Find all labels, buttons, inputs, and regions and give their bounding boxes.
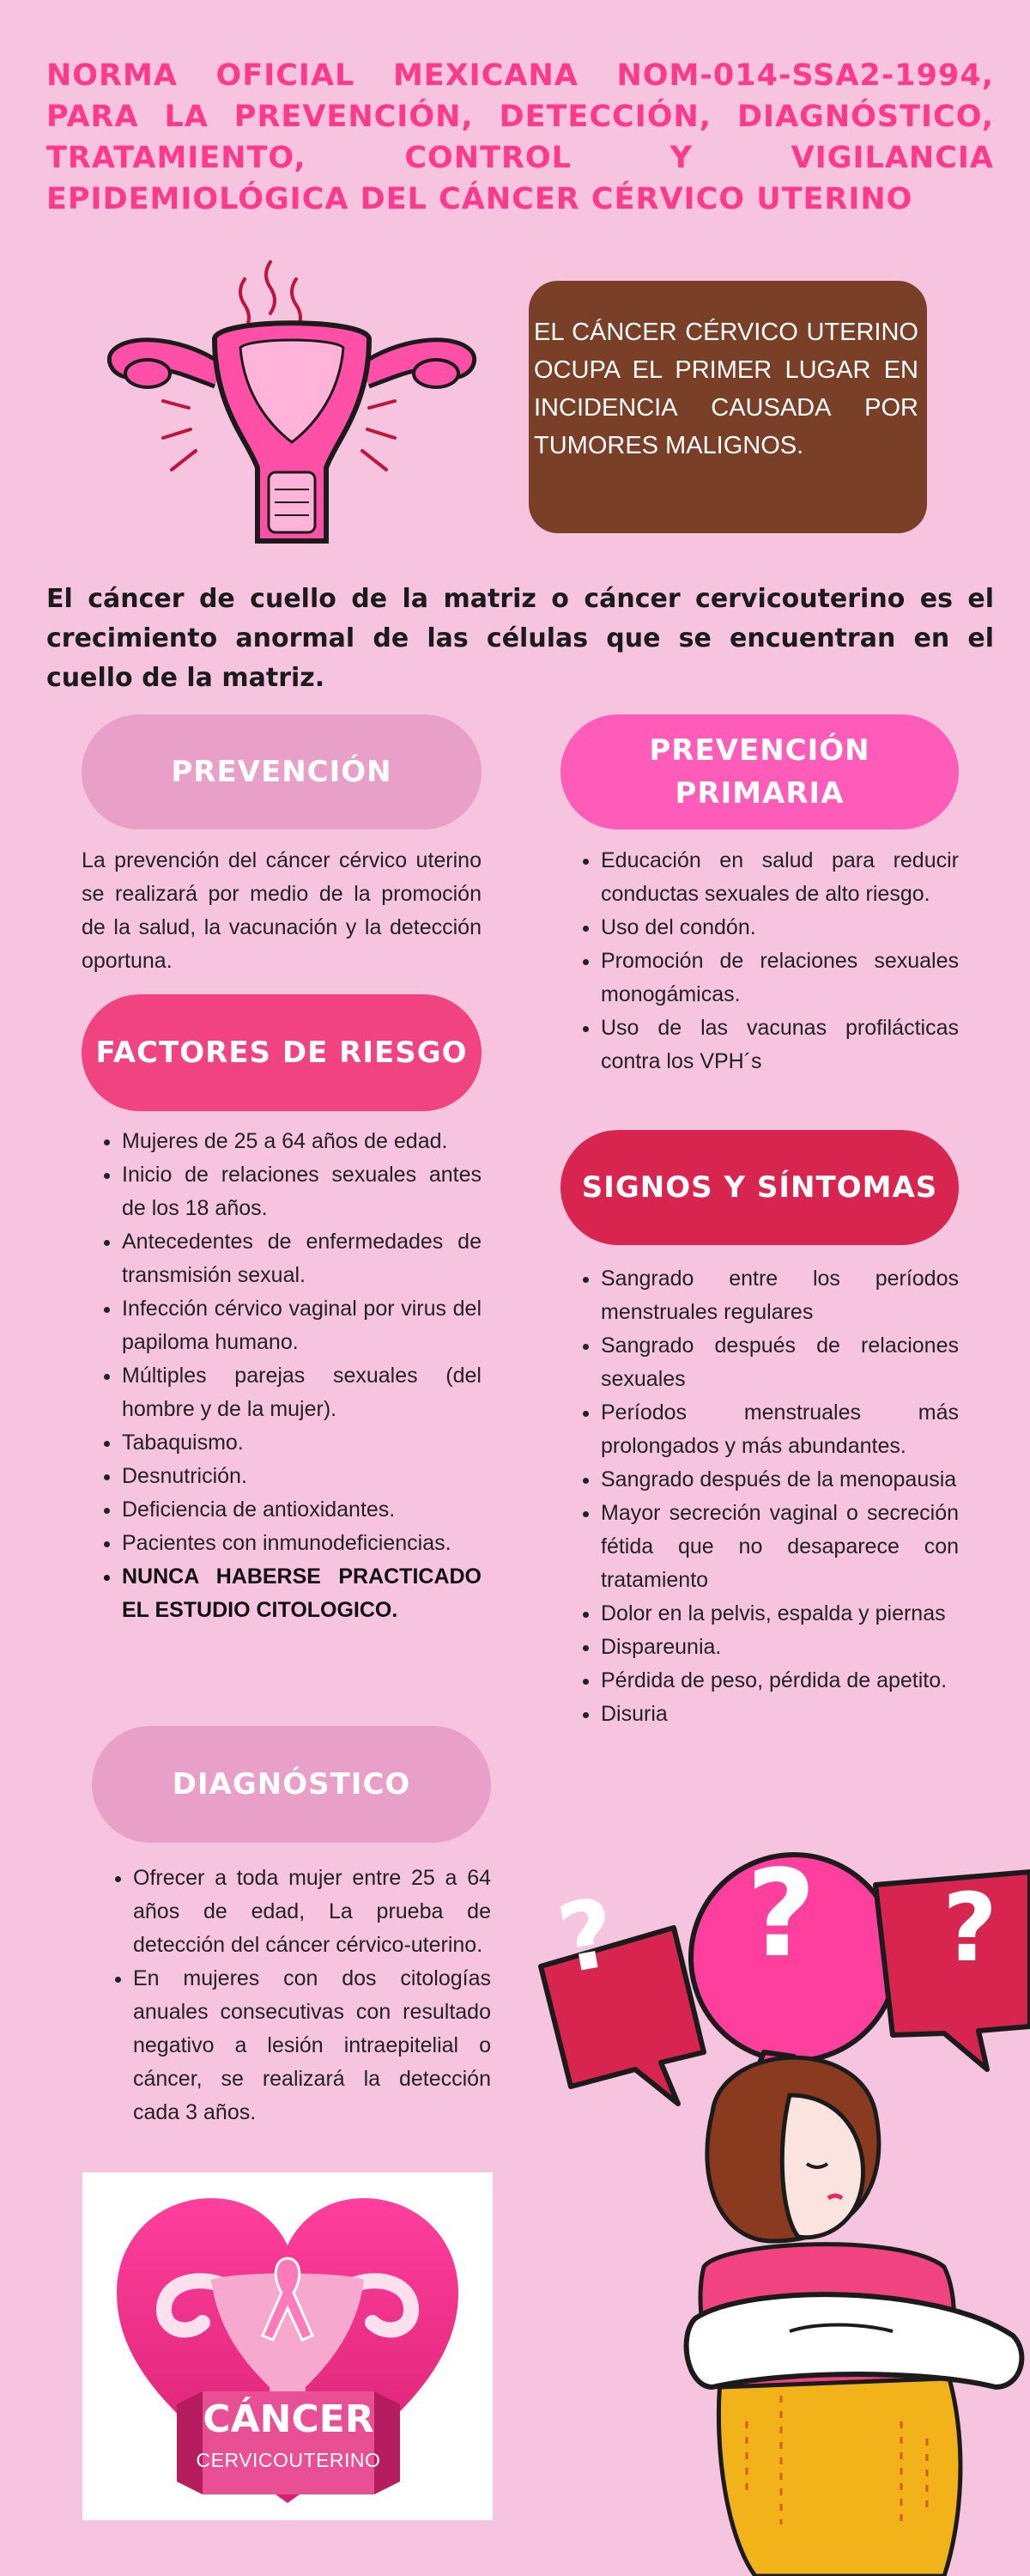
list-item: • Dolor en la pelvis, espalda y piernas <box>601 1597 959 1631</box>
fact-box-text: EL CÁNCER CÉRVICO UTERINO OCUPA EL PRIMER LUGAR EN INCIDENCIA CAUSADA POR TUMORES MALIGNOS. <box>534 319 918 459</box>
page-title <box>46 55 994 220</box>
factores-list <box>81 1125 482 1627</box>
prevencion-heading <box>82 714 482 829</box>
question-mark-center: ? <box>746 1844 816 1984</box>
list-item: • Pérdida de peso, pérdida de apetito. <box>601 1664 959 1698</box>
question-mark-right: ? <box>942 1873 997 1983</box>
intro-paragraph: El cáncer de cuello de la matriz o cáncer cervicouterino es el crecimiento anormal de las células que se encuentran en el cuello de la matriz. <box>46 584 994 693</box>
list-item: • Uso del condón. <box>601 911 959 945</box>
title-line-2: PARA LA PREVENCIÓN, DETECCIÓN, DIAGNÓSTICO, <box>46 100 994 134</box>
list-item-emphasis: • NUNCA HABERSE PRACTICADO EL ESTUDIO CITOLOGICO. <box>122 1560 482 1627</box>
title-line-3: TRATAMIENTO, CONTROL Y VIGILANCIA <box>46 141 994 175</box>
list-item: • Sangrado entre los períodos menstruales regulares <box>601 1262 959 1329</box>
list-item: • Tabaquismo. <box>122 1426 482 1460</box>
list-item: • En mujeres con dos citologías anuales consecutivas con resultado negativo a lesión intraepitelial o cáncer, se realizará la detección cada 3 años. <box>133 1962 491 2129</box>
list-item: • Inicio de relaciones sexuales antes de los 18 años. <box>122 1158 482 1225</box>
title-line-4: EPIDEMIOLÓGICA DEL CÁNCER CÉRVICO UTERINO <box>46 182 913 216</box>
factores-heading-label: FACTORES DE RIESGO <box>95 1036 468 1070</box>
fact-box <box>529 281 927 533</box>
list-item: • Períodos menstruales más prolongados y más abundantes. <box>601 1396 959 1463</box>
list-item: • Antecedentes de enfermedades de transmisión sexual. <box>122 1225 482 1292</box>
question-mark-left: ? <box>550 1877 624 1996</box>
list-item: • Deficiencia de antioxidantes. <box>122 1493 482 1527</box>
signos-heading <box>560 1130 959 1245</box>
list-item: • Múltiples parejas sexuales (del hombre y de la mujer). <box>122 1359 482 1426</box>
logo-line-1: CÁNCER <box>203 2397 374 2441</box>
logo-line-2: CERVICOUTERINO <box>196 2449 381 2471</box>
list-item: • Infección cérvico vaginal por virus del papiloma humano. <box>122 1292 482 1359</box>
list-item: • Ofrecer a toda mujer entre 25 a 64 años de edad, La prueba de detección del cáncer cérvico-uterino. <box>133 1862 491 1962</box>
prevencion-primaria-list <box>560 844 959 1078</box>
prevencion-primaria-heading-label: PREVENCIÓN PRIMARIA <box>649 733 870 811</box>
list-item: • Uso de las vacunas profilácticas contra los VPH´s <box>601 1012 959 1078</box>
list-item: • Mayor secreción vaginal o secreción fétida que no desaparece con tratamiento <box>601 1497 959 1597</box>
prevencion-text: La prevención del cáncer cérvico uterino se realizará por medio de la promoción de la salud, la vacunación y la detección oportuna. <box>82 848 482 973</box>
list-item: • Dispareunia. <box>601 1631 959 1664</box>
uterus-illustration-icon <box>94 245 489 554</box>
list-item: • Sangrado después de la menopausia <box>601 1463 959 1497</box>
diagnostico-list <box>92 1862 491 2129</box>
prevencion-heading-label: PREVENCIÓN <box>171 755 392 789</box>
title-line-1: NORMA OFICIAL MEXICANA NOM-014-SSA2-1994, <box>46 58 994 93</box>
list-item: • Promoción de relaciones sexuales monogámicas. <box>601 945 959 1012</box>
list-item: • Disuria <box>601 1698 959 1731</box>
signos-list <box>560 1262 959 1731</box>
diagnostico-heading <box>92 1726 491 1843</box>
prevencion-primaria-heading <box>560 714 959 829</box>
diagnostico-heading-label: DIAGNÓSTICO <box>172 1767 411 1801</box>
list-item: • Pacientes con inmunodeficiencias. <box>122 1527 482 1560</box>
factores-heading <box>82 994 482 1111</box>
signos-heading-label: SIGNOS Y SÍNTOMAS <box>581 1170 938 1205</box>
list-item: • Mujeres de 25 a 64 años de edad. <box>122 1125 482 1158</box>
list-item: • Desnutrición. <box>122 1460 482 1493</box>
cervical-cancer-logo <box>82 2172 493 2520</box>
list-item: • Sangrado después de relaciones sexuales <box>601 1329 959 1396</box>
list-item: • Educación en salud para reducir conductas sexuales de alto riesgo. <box>601 844 959 911</box>
